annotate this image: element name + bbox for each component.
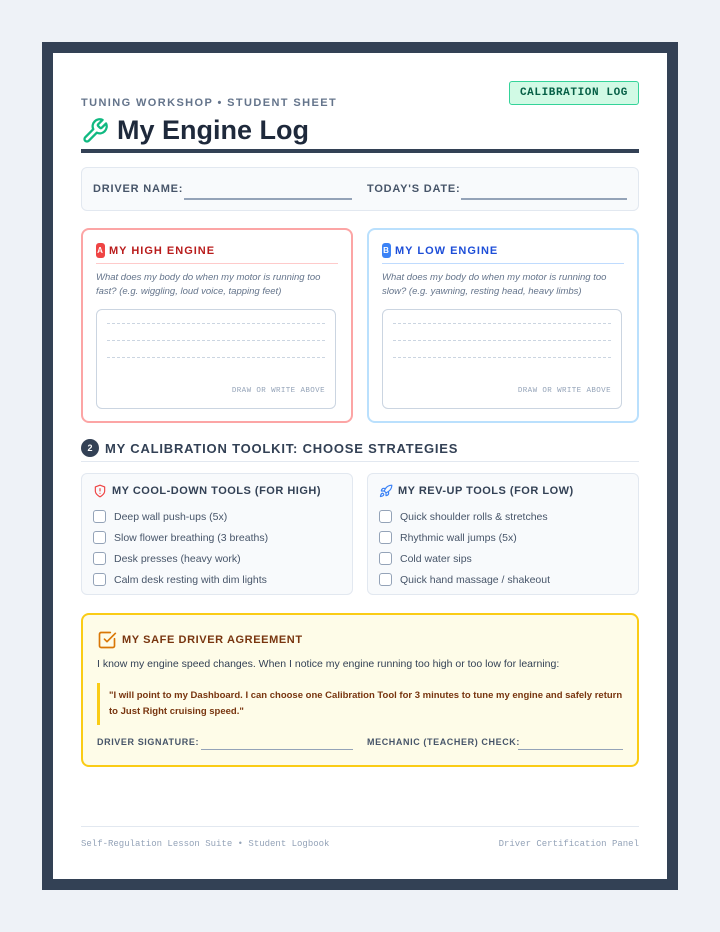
write-hint: DRAW OR WRITE ABOVE xyxy=(517,387,611,395)
calibration-log-badge: CALIBRATION LOG xyxy=(509,81,639,105)
driver-info-box xyxy=(81,167,639,211)
toolkit-heading xyxy=(81,439,458,457)
list-item-label: Quick hand massage / shakeout xyxy=(400,573,551,586)
footer-left-text: Self-Regulation Lesson Suite • Student Logbook xyxy=(81,839,330,849)
title-row xyxy=(81,115,309,146)
write-guide-line xyxy=(107,340,325,341)
list-item-label: Quick shoulder rolls & stretches xyxy=(400,510,548,523)
checkbox[interactable] xyxy=(379,573,392,586)
page-title: My Engine Log xyxy=(117,115,309,145)
list-item-label: Deep wall push-ups (5x) xyxy=(114,510,228,523)
checkbox[interactable] xyxy=(379,552,392,565)
shield-icon xyxy=(93,484,107,498)
list-item[interactable] xyxy=(93,506,268,527)
rev-up-heading xyxy=(379,484,574,498)
driver-name-label: DRIVER NAME: xyxy=(93,183,184,195)
cool-down-list xyxy=(93,506,268,590)
agreement-text: I know my engine speed changes. When I notice my engine running too high or too low for learning: xyxy=(97,658,560,670)
list-item[interactable] xyxy=(379,527,550,548)
cool-down-tools-card xyxy=(81,473,353,595)
high-engine-write-area[interactable] xyxy=(96,309,336,409)
low-engine-card xyxy=(367,228,639,423)
date-label: TODAY'S DATE: xyxy=(367,183,461,195)
low-engine-write-area[interactable] xyxy=(382,309,622,409)
title-divider xyxy=(81,149,639,153)
teacher-check-label: MECHANIC (TEACHER) CHECK: xyxy=(367,737,520,747)
footer-right-text: Driver Certification Panel xyxy=(498,839,639,849)
high-engine-divider xyxy=(96,263,338,264)
write-guide-line xyxy=(393,323,611,324)
checkbox[interactable] xyxy=(93,552,106,565)
wrench-icon xyxy=(81,117,109,145)
eyebrow-text: TUNING WORKSHOP • STUDENT SHEET xyxy=(81,97,338,109)
checkbox[interactable] xyxy=(379,510,392,523)
list-item[interactable] xyxy=(93,569,268,590)
checkbox[interactable] xyxy=(379,531,392,544)
agreement-title: MY SAFE DRIVER AGREEMENT xyxy=(122,634,303,646)
page-frame xyxy=(42,42,678,890)
driver-name-field[interactable] xyxy=(184,198,352,200)
low-engine-prompt: What does my body do when my motor is running too slow? (e.g. yawning, resting head, heavy limbs) xyxy=(382,272,607,297)
list-item-label: Calm desk resting with dim lights xyxy=(114,573,267,586)
high-engine-title: MY HIGH ENGINE xyxy=(109,244,216,257)
low-engine-heading xyxy=(382,243,498,258)
list-item-label: Rhythmic wall jumps (5x) xyxy=(400,531,517,544)
checkbox[interactable] xyxy=(93,531,106,544)
low-engine-title: MY LOW ENGINE xyxy=(395,244,499,257)
marker-b-icon: B xyxy=(382,243,391,258)
rocket-icon xyxy=(379,484,393,498)
marker-a-icon: A xyxy=(96,243,105,258)
rev-up-title: MY REV-UP TOOLS (FOR LOW) xyxy=(398,485,574,497)
write-guide-line xyxy=(393,357,611,358)
high-engine-prompt: What does my body do when my motor is running too fast? (e.g. wiggling, loud voice, tapping feet) xyxy=(96,272,321,297)
write-hint: DRAW OR WRITE ABOVE xyxy=(231,387,325,395)
rev-up-tools-card xyxy=(367,473,639,595)
worksheet-page xyxy=(53,53,667,879)
safe-driver-agreement xyxy=(81,613,639,767)
teacher-check-field[interactable] xyxy=(518,749,623,750)
low-engine-divider xyxy=(382,263,624,264)
rev-up-list xyxy=(379,506,550,590)
driver-signature-field[interactable] xyxy=(201,749,353,750)
toolkit-divider xyxy=(81,461,639,462)
date-field[interactable] xyxy=(461,198,627,200)
list-item[interactable] xyxy=(93,548,268,569)
write-guide-line xyxy=(393,340,611,341)
driver-signature-label: DRIVER SIGNATURE: xyxy=(97,737,200,747)
list-item[interactable] xyxy=(93,527,268,548)
agreement-heading xyxy=(97,630,303,650)
write-guide-line xyxy=(107,323,325,324)
list-item-label: Desk presses (heavy work) xyxy=(114,552,241,565)
list-item-label: Cold water sips xyxy=(400,552,472,565)
high-engine-heading xyxy=(96,243,215,258)
cool-down-heading xyxy=(93,484,321,498)
list-item[interactable] xyxy=(379,548,550,569)
list-item[interactable] xyxy=(379,569,550,590)
footer-divider xyxy=(81,826,639,827)
section-number-badge: 2 xyxy=(81,439,99,457)
toolkit-title: MY CALIBRATION TOOLKIT: CHOOSE STRATEGIES xyxy=(105,440,459,456)
write-guide-line xyxy=(107,357,325,358)
list-item-label: Slow flower breathing (3 breaths) xyxy=(114,531,269,544)
checkbox-icon xyxy=(97,630,117,650)
list-item[interactable] xyxy=(379,506,550,527)
high-engine-card xyxy=(81,228,353,423)
checkbox[interactable] xyxy=(93,510,106,523)
agreement-quote: "I will point to my Dashboard. I can choose one Calibration Tool for 3 minutes to tune my engine and safely return to Just Right cruising speed." xyxy=(97,683,623,725)
checkbox[interactable] xyxy=(93,573,106,586)
cool-down-title: MY COOL-DOWN TOOLS (FOR HIGH) xyxy=(112,485,322,497)
